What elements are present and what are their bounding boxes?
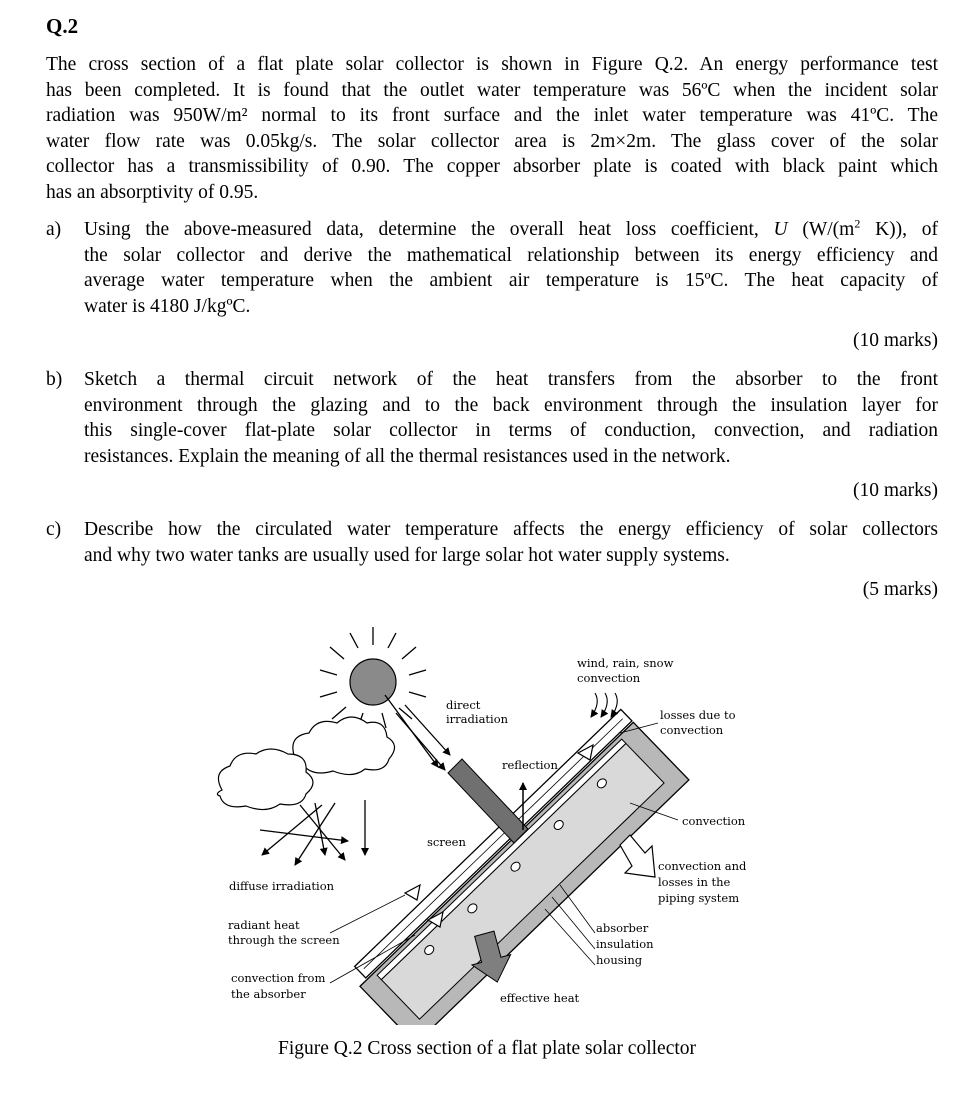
part-b-label: b) (46, 369, 63, 390)
figure-caption: Figure Q.2 Cross section of a flat plate solar collector (277, 1038, 697, 1059)
part-b-line: resistances. Explain the meaning of all the thermal resistances used in the network. (84, 445, 731, 467)
part-a-line: the solar collector and derive the mathematical relationship between its energy efficiency and (84, 244, 938, 266)
wind-arrows (591, 693, 617, 717)
label-piping-3: piping system (658, 891, 740, 905)
part-c-marks: (5 marks) (862, 579, 938, 600)
part-a-line: water is 4180 J/kgºC. (84, 295, 251, 317)
intro-line: has been completed. It is found that the outlet water temperature was 56ºC when the incident solar (46, 79, 938, 101)
label-piping-1: convection and (658, 859, 747, 873)
part-a-label: a) (46, 219, 62, 240)
part-b-line: Sketch a thermal circuit network of the heat transfers from the absorber to the front (84, 369, 938, 390)
label-effective-heat: effective heat (500, 991, 580, 1005)
label-radiant-1: radiant heat (228, 918, 300, 932)
solar-collector-diagram (200, 615, 770, 1025)
label-piping-2: losses in the (658, 875, 731, 889)
label-convabs-2: the absorber (231, 987, 306, 1001)
part-b-line: this single-cover flat-plate solar collector in terms of conduction, convection, and radiation (84, 420, 938, 442)
part-c-label: c) (46, 519, 62, 540)
label-irradiation: irradiation (446, 712, 509, 726)
intro-line: The cross section of a flat plate solar collector is shown in Figure Q.2. An energy performance test (46, 54, 938, 75)
part-b-marks: (10 marks) (852, 480, 938, 501)
label-insulation: insulation (596, 937, 654, 951)
intro-line: collector has a transmissibility of 0.90. The copper absorber plate is coated with black paint which (46, 156, 938, 178)
label-diffuse: diffuse irradiation (229, 879, 335, 893)
label-screen: screen (427, 835, 466, 849)
label-convection: convection (682, 814, 746, 828)
part-c-line: Describe how the circulated water temperature affects the energy efficiency of solar collectors (84, 519, 938, 540)
question-title: Q.2 (46, 14, 79, 38)
label-wind: wind, rain, snow (577, 656, 674, 670)
label-absorber: absorber (596, 921, 649, 935)
label-losses: losses due to (660, 708, 736, 722)
label-housing: housing (596, 953, 643, 967)
label-direct: direct (446, 698, 481, 712)
part-a-marks: (10 marks) (852, 330, 938, 351)
part-c-line: and why two water tanks are usually used for large solar hot water supply systems. (84, 544, 730, 566)
sun-icon (320, 627, 426, 728)
diffuse-arrows (260, 800, 365, 865)
part-a-line1: Using the above-measured data, determine the overall heat loss coefficient, U ($W/(m^2$ K)), of (84, 216, 938, 240)
part-a-line: average water temperature when the ambient air temperature is 15ºC. The heat capacity of (84, 270, 938, 292)
intro-line: water flow rate was 0.05kg/s. The solar collector area is 2m×2m. The glass cover of the solar (46, 130, 938, 152)
label-radiant-2: through the screen (228, 933, 340, 947)
label-wind-convection: convection (577, 671, 641, 685)
cloud-icon (217, 717, 394, 810)
label-reflection: reflection (502, 758, 558, 772)
question-intro (46, 52, 938, 206)
label-convabs-1: convection from (231, 971, 326, 985)
piping-arrow (620, 835, 655, 877)
part-b-line: environment through the glazing and to the back environment through the insulation layer for (84, 394, 938, 416)
direct-arrows (385, 695, 450, 770)
intro-line: has an absorptivity of 0.95. (46, 181, 259, 203)
label-losses-convection: convection (660, 723, 724, 737)
intro-line: radiation was 950W/m² normal to its front surface and the inlet water temperature was 41ºC. The (46, 105, 938, 127)
